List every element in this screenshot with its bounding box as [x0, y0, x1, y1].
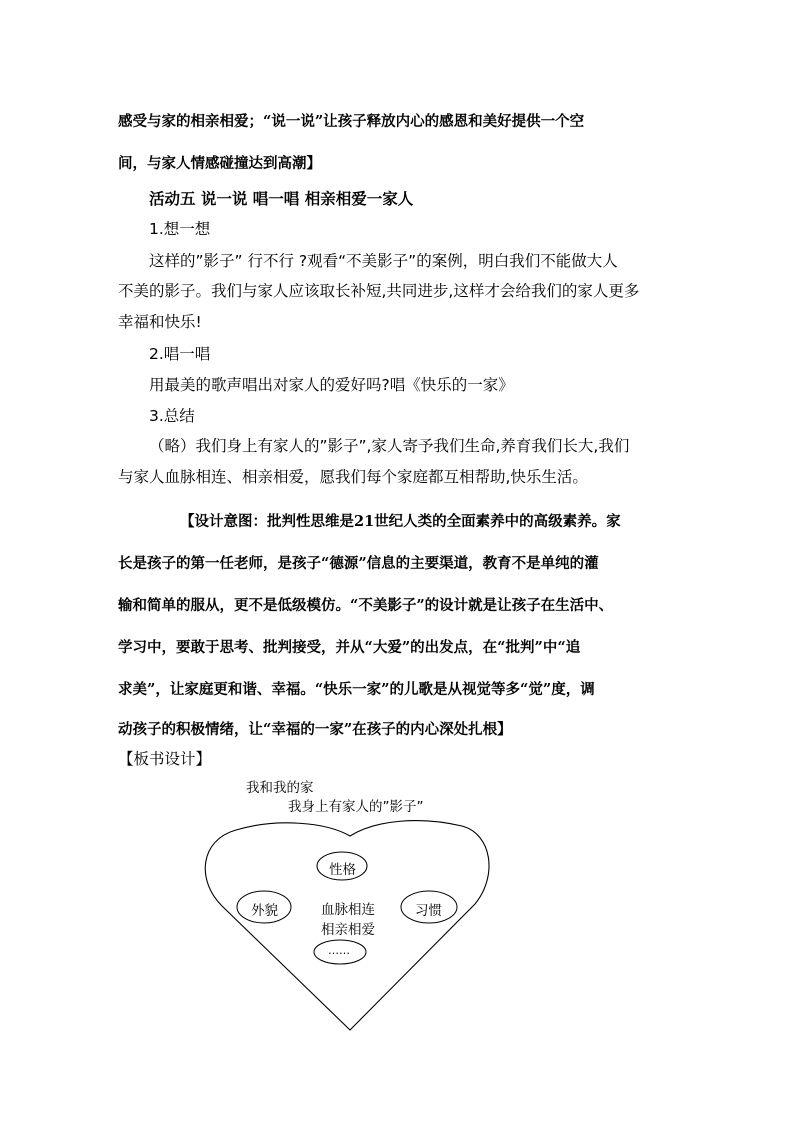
activity-title: 活动五 说一说 唱一唱 相亲相爱一家人 — [149, 190, 414, 208]
intro-line-2: 间，与家人情感碰撞达到高潮】 — [118, 155, 321, 172]
step1-heading: 1.想一想 — [149, 220, 211, 238]
center-label-1: 血脉相连 — [321, 902, 375, 918]
design-intent-line-2: 长是孩子的第一任老师，是孩子“德源”信息的主要渠道，教育不是单纯的灌 — [118, 555, 599, 572]
oval-right — [401, 891, 457, 923]
oval-right-label: 习惯 — [415, 903, 442, 919]
step1-line-1: 这样的”影子” 行不行 ?观看“不美影子”的案例，明白我们不能做大人 — [149, 252, 618, 270]
design-intent-line-6: 动孩子的积极情绪，让“幸福的一家”在孩子的内心深处扎根】 — [118, 721, 512, 738]
design-intent-line-4: 学习中，要敢于思考、批判接受，并从“大爱”的出发点，在“批判”中“追 — [118, 639, 581, 656]
oval-left-label: 外貌 — [251, 903, 278, 919]
board-design-label: 【板书设计】 — [118, 750, 212, 768]
step1-line-3: 幸福和快乐! — [118, 313, 202, 331]
step3-heading: 3.总结 — [149, 407, 195, 425]
step3-line-1: （略）我们身上有家人的”影子”,家人寄予我们生命,养育我们长大,我们 — [149, 437, 630, 455]
oval-bottom — [314, 940, 366, 964]
design-intent-line-1: 【设计意图：批判性思维是21世纪人类的全面素养中的高级素养。家 — [180, 513, 621, 530]
oval-top-label: 性格 — [329, 862, 356, 878]
center-label-2: 相亲相爱 — [321, 922, 375, 938]
oval-top — [317, 852, 367, 880]
oval-left — [237, 891, 291, 923]
design-intent-line-5: 求美”，让家庭更和谐、幸福。“快乐一家”的儿歌是从视觉等多“觉”度，调 — [118, 681, 595, 698]
heart-shape — [205, 821, 489, 1030]
oval-bottom-label: …… — [328, 944, 350, 957]
intro-line-1: 感受与家的相亲相爱；“说一说”让孩子释放内心的感恩和美好提供一个空 — [118, 113, 585, 130]
step3-line-2: 与家人血脉相连、相亲相爱，愿我们每个家庭都互相帮助,快乐生活。 — [118, 468, 588, 486]
step2-heading: 2.唱一唱 — [149, 345, 211, 363]
design-intent-line-3: 输和简单的服从，更不是低级模仿。“不美影子”的设计就是让孩子在生活中、 — [118, 597, 614, 614]
board-title: 我和我的家 — [246, 780, 314, 796]
board-subtitle: 我身上有家人的”影子” — [288, 799, 424, 815]
step1-line-2: 不美的影子。我们与家人应该取长补短,共同进步,这样才会给我们的家人更多 — [118, 282, 640, 300]
step2-line-1: 用最美的歌声唱出对家人的爱好吗?唱《快乐的一家》 — [149, 376, 514, 394]
